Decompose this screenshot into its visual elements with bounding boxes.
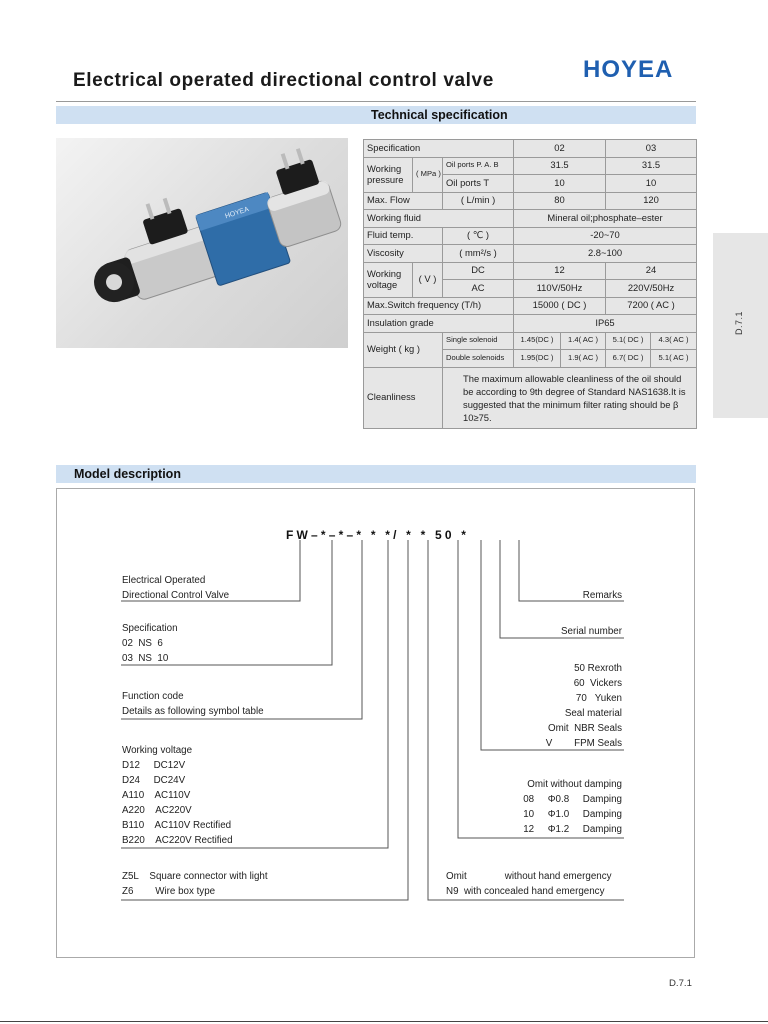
voltage-dc-03: 24 [606, 262, 697, 280]
weight-label: Weight ( kg ) [364, 332, 443, 367]
flow-02: 80 [514, 192, 606, 210]
weight-single-d: 4.3( AC ) [651, 332, 697, 350]
switch-03: 7200 ( AC ) [606, 297, 697, 315]
svg-text:HOYEA: HOYEA [224, 206, 250, 221]
callout-remarks: Remarks [582, 590, 622, 601]
pressure-pab-03: 31.5 [606, 157, 697, 175]
voltage-dc-02: 12 [514, 262, 606, 280]
viscosity-value: 2.8~100 [514, 245, 697, 263]
callout-function-code: Function code Details as following symbol table [122, 691, 264, 717]
viscosity-label: Viscosity [364, 245, 443, 263]
side-tab-label: D.7.1 [734, 310, 745, 336]
voltage-type-dc: DC [443, 262, 514, 280]
callout-hand-emergency: Omit without hand emergency N9 with concealed hand emergency [446, 871, 612, 897]
model-code: FW–*–*–* * */ * * 50 * [286, 528, 470, 542]
temp-unit: ( ℃ ) [443, 227, 514, 245]
voltage-ac-03: 220V/50Hz [606, 280, 697, 298]
switch-label: Max.Switch frequency (T/h) [364, 297, 514, 315]
flow-03: 120 [606, 192, 697, 210]
weight-double-d: 5.1( AC ) [651, 350, 697, 368]
insulation-label: Insulation grade [364, 315, 514, 333]
weight-type-single: Single solenoid [443, 332, 514, 350]
pressure-unit: ( MPa ) [413, 157, 443, 192]
voltage-type-ac: AC [443, 280, 514, 298]
section-title: Model description [74, 467, 181, 481]
cleanliness-text: The maximum allowable cleanliness of the oil should be according to 9th degree of Standard NAS1638.It is suggested that the minimum filter rating should be β 10≥75. [443, 367, 697, 428]
callout-serial-number: Serial number [561, 626, 622, 637]
callout-valve-type: Electrical Operated Directional Control Valve [122, 575, 230, 601]
spec-header-03: 03 [606, 140, 697, 158]
voltage-label: Working voltage [364, 262, 413, 297]
callout-connector: Z5L Square connector with light Z6 Wire box type [122, 871, 268, 897]
flow-unit: ( L/min ) [443, 192, 514, 210]
fluid-value: Mineral oil;phosphate–ester [514, 210, 697, 228]
weight-single-b: 1.4( AC ) [561, 332, 606, 350]
pressure-pab-02: 31.5 [514, 157, 606, 175]
insulation-value: IP65 [514, 315, 697, 333]
callout-specification: Specification 02 NS 6 03 NS 10 [122, 623, 178, 664]
pressure-t-02: 10 [514, 175, 606, 193]
flow-label: Max. Flow [364, 192, 443, 210]
spec-header-label: Specification [364, 140, 514, 158]
callout-seal-material: 50 Rexroth 60 Vickers 70 Yuken Seal material Omit NBR Seals V FPM Seals [545, 663, 622, 749]
weight-double-b: 1.9( AC ) [561, 350, 606, 368]
weight-single-a: 1.45(DC ) [514, 332, 561, 350]
temp-value: -20~70 [514, 227, 697, 245]
weight-double-a: 1.95(DC ) [514, 350, 561, 368]
fluid-label: Working fluid [364, 210, 514, 228]
page-number: D.7.1 [669, 978, 692, 989]
pressure-t-03: 10 [606, 175, 697, 193]
pressure-label: Working pressure [364, 157, 413, 192]
pressure-port-pab: Oil ports P. A. B [443, 157, 514, 175]
cleanliness-label: Cleanliness [364, 367, 443, 428]
brand-logo: HOYEA [583, 56, 674, 83]
switch-02: 15000 ( DC ) [514, 297, 606, 315]
weight-single-c: 5.1( DC ) [606, 332, 651, 350]
temp-label: Fluid temp. [364, 227, 443, 245]
weight-type-double: Double solenoids [443, 350, 514, 368]
voltage-unit: ( V ) [413, 262, 443, 297]
callout-working-voltage: Working voltage D12 DC12V D24 DC24V A110 AC110V A220 AC220V B110 AC110V Rectified B220 AC220V Rectified [122, 745, 233, 846]
callout-damping: Omit without damping 08 Φ0.8 Damping 10 Φ1.0 Damping 12 Φ1.2 Damping [523, 779, 622, 835]
weight-double-c: 6.7( DC ) [606, 350, 651, 368]
spec-header-02: 02 [514, 140, 606, 158]
viscosity-unit: ( mm²/s ) [443, 245, 514, 263]
section-title: Technical specification [371, 108, 508, 122]
page-title: Electrical operated directional control valve [73, 70, 494, 91]
pressure-port-t: Oil ports T [443, 175, 514, 193]
voltage-ac-02: 110V/50Hz [514, 280, 606, 298]
